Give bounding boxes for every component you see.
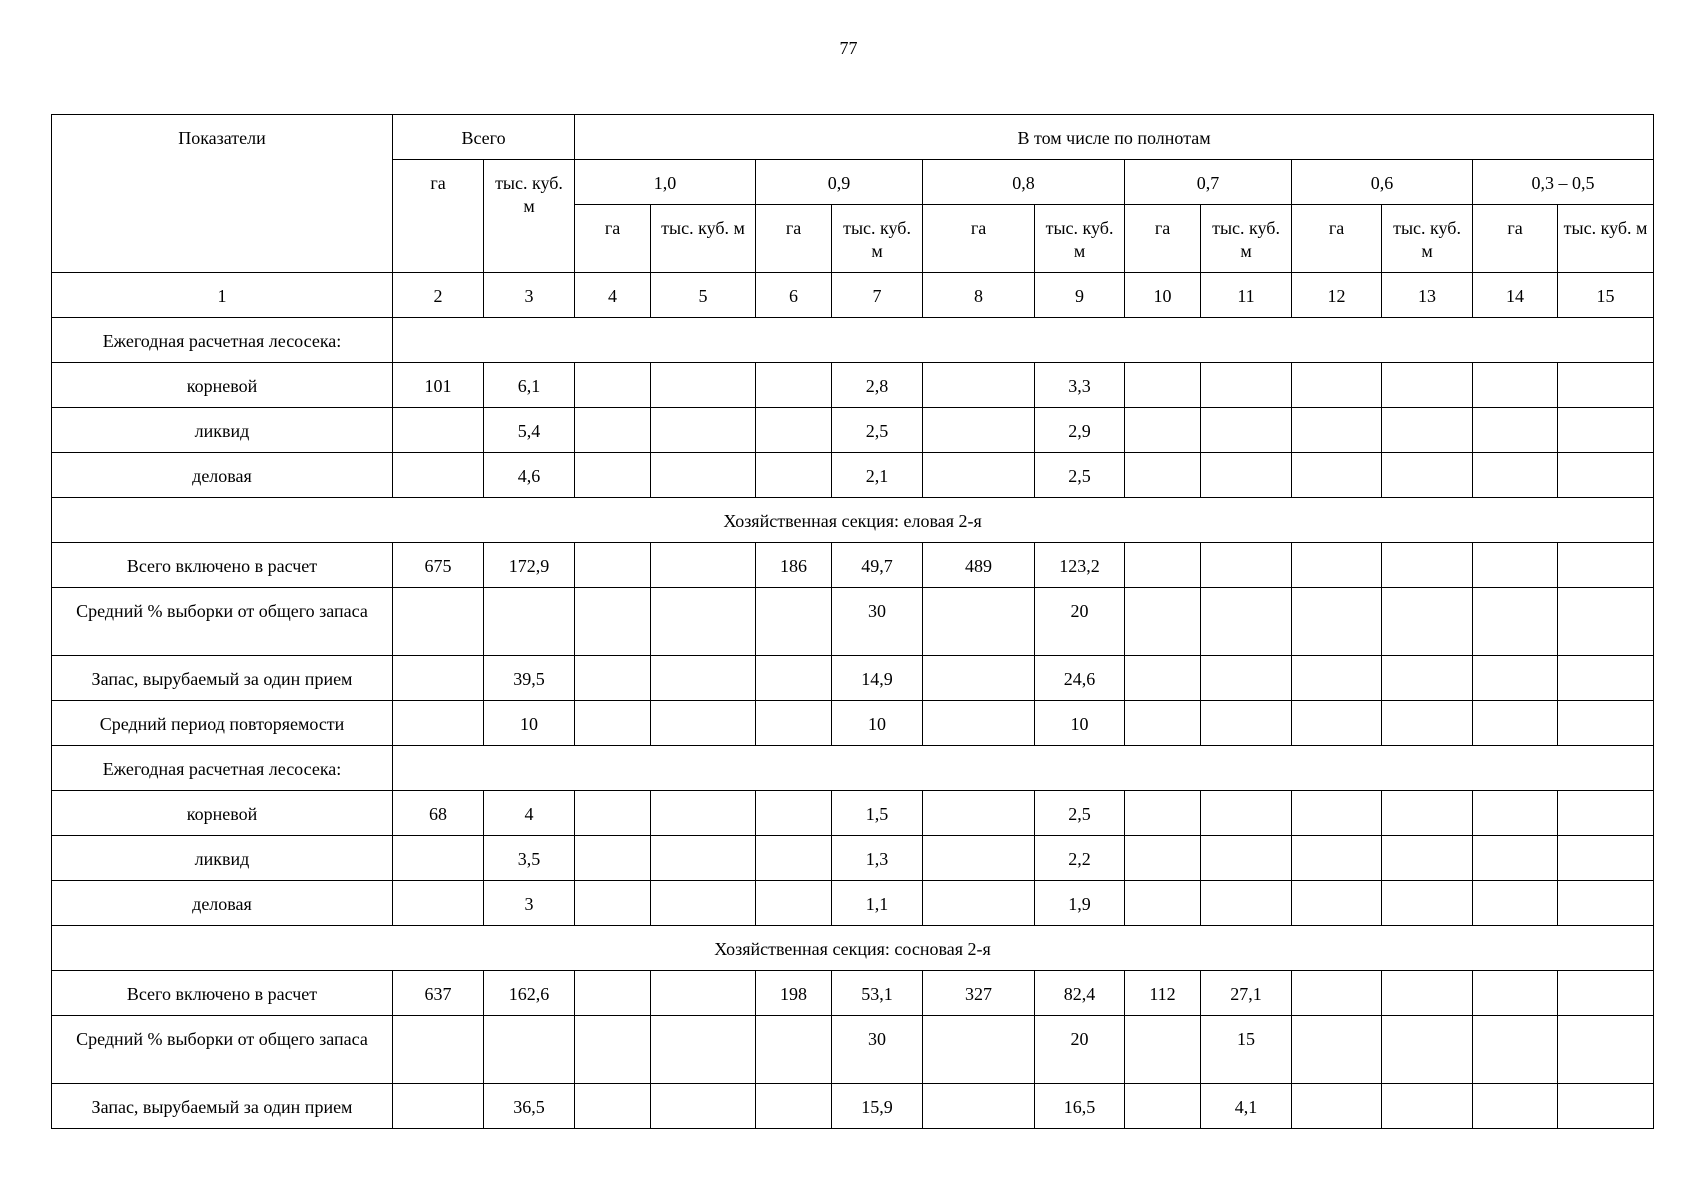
column-number: 3 [484,273,575,318]
table-cell: 2,2 [1035,836,1125,881]
section-row [52,498,1654,543]
table-cell [923,836,1035,881]
section-title: Хозяйственная секция: еловая 2-я [52,498,1654,543]
table-cell [1382,656,1473,701]
header-density-4: 0,7 [1125,160,1292,205]
table-cell [756,363,832,408]
table-cell [1558,791,1654,836]
table-cell [1201,363,1292,408]
section-title: Хозяйственная секция: сосновая 2-я [52,926,1654,971]
column-number: 15 [1558,273,1654,318]
table-cell [1292,656,1382,701]
table-cell [1125,453,1201,498]
table-cell [1558,363,1654,408]
table-cell [1125,881,1201,926]
header-volume: тыс. куб. м [1201,205,1292,273]
table-cell [1201,656,1292,701]
table-cell [1292,701,1382,746]
table-cell [1201,408,1292,453]
table-row [52,1016,1654,1084]
table-cell: 198 [756,971,832,1016]
table-cell [1473,836,1558,881]
table-cell: 20 [1035,588,1125,656]
table-cell [1125,543,1201,588]
row-label: деловая [52,881,393,926]
column-number: 7 [832,273,923,318]
table-cell [1473,1084,1558,1129]
header-density-6: 0,3 – 0,5 [1473,160,1654,205]
table-cell: 30 [832,588,923,656]
table-cell [756,408,832,453]
table-cell [1473,453,1558,498]
table-cell [923,1084,1035,1129]
column-number: 9 [1035,273,1125,318]
table-row [52,701,1654,746]
row-label: деловая [52,453,393,498]
table-cell [575,791,651,836]
table-cell: 4,1 [1201,1084,1292,1129]
table-cell [575,543,651,588]
table-cell [1292,453,1382,498]
table-cell [756,701,832,746]
table-cell: 112 [1125,971,1201,1016]
table-cell [1125,363,1201,408]
table-cell [1558,543,1654,588]
header-ha: га [1473,205,1558,273]
table-cell [651,408,756,453]
header-density-3: 0,8 [923,160,1125,205]
table-cell [923,656,1035,701]
table-cell: 14,9 [832,656,923,701]
header-total-volume: тыс. куб. м [484,160,575,273]
table-cell [575,881,651,926]
table-cell: 15,9 [832,1084,923,1129]
table-cell [1292,971,1382,1016]
table-cell [393,408,484,453]
table-cell [1125,408,1201,453]
row-label: Всего включено в расчет [52,971,393,1016]
table-cell: 16,5 [1035,1084,1125,1129]
table-cell [393,588,484,656]
table-cell [923,1016,1035,1084]
table-cell: 637 [393,971,484,1016]
table-cell [651,836,756,881]
column-number: 8 [923,273,1035,318]
table-cell: 2,5 [1035,453,1125,498]
table-cell [1292,588,1382,656]
table-cell: 27,1 [1201,971,1292,1016]
table-cell [756,588,832,656]
table-cell: 82,4 [1035,971,1125,1016]
table-cell [1382,836,1473,881]
table-cell [1473,971,1558,1016]
table-cell: 49,7 [832,543,923,588]
table-cell [651,971,756,1016]
table-cell [1292,791,1382,836]
column-number: 5 [651,273,756,318]
table-cell [1558,971,1654,1016]
table-row [52,656,1654,701]
table-cell [1382,1016,1473,1084]
table-cell [1292,836,1382,881]
header-ha: га [756,205,832,273]
header-by-density: В том числе по полнотам [575,115,1654,160]
table-cell [1473,791,1558,836]
header-total: Всего [393,115,575,160]
row-label: Всего включено в расчет [52,543,393,588]
table-cell [575,1016,651,1084]
header-ha: га [923,205,1035,273]
table-cell [1382,408,1473,453]
table-cell [651,1016,756,1084]
table-cell [756,1016,832,1084]
table-cell [923,881,1035,926]
table-cell [1292,408,1382,453]
column-numbers-row [52,273,1654,318]
table-cell [1125,836,1201,881]
header-density-5: 0,6 [1292,160,1473,205]
table-cell [651,453,756,498]
table-cell [1558,1016,1654,1084]
table-cell: 675 [393,543,484,588]
table-cell: 1,1 [832,881,923,926]
table-cell [923,453,1035,498]
header-density-2: 0,9 [756,160,923,205]
header-volume: тыс. куб. м [1382,205,1473,273]
header-ha: га [1292,205,1382,273]
header-volume: тыс. куб. м [832,205,923,273]
table-cell: 10 [1035,701,1125,746]
table-cell [575,701,651,746]
page-number: 77 [839,38,858,58]
table-cell: 36,5 [484,1084,575,1129]
table-cell [651,543,756,588]
table-cell [1201,543,1292,588]
table-cell [575,971,651,1016]
table-cell [1473,543,1558,588]
table-cell: 1,5 [832,791,923,836]
table-cell [1201,588,1292,656]
column-number: 4 [575,273,651,318]
table-cell [651,701,756,746]
table-cell: 4,6 [484,453,575,498]
table-cell [1382,791,1473,836]
column-number: 13 [1382,273,1473,318]
group-empty-cell [393,746,1654,791]
table-row [52,543,1654,588]
row-label: корневой [52,791,393,836]
table-cell [1558,881,1654,926]
header-density-1: 1,0 [575,160,756,205]
table-row [52,363,1654,408]
table-cell [1201,791,1292,836]
table-row [52,453,1654,498]
table-cell: 10 [832,701,923,746]
header-volume: тыс. куб. м [651,205,756,273]
table-cell [1125,1084,1201,1129]
table-cell [393,1016,484,1084]
table-cell: 186 [756,543,832,588]
table-cell [1473,408,1558,453]
column-number: 1 [52,273,393,318]
table-cell: 101 [393,363,484,408]
table-cell [575,588,651,656]
table-cell [1558,836,1654,881]
header-ha: га [1125,205,1201,273]
table-cell [1558,588,1654,656]
column-number: 11 [1201,273,1292,318]
table-cell: 123,2 [1035,543,1125,588]
table-cell [1125,656,1201,701]
group-label: Ежегодная расчетная лесосека: [52,318,393,363]
group-empty-cell [393,318,1654,363]
table-cell [1292,1084,1382,1129]
table-cell [1558,408,1654,453]
table-cell [1473,1016,1558,1084]
table-cell [651,656,756,701]
table-cell: 489 [923,543,1035,588]
table-cell [756,656,832,701]
table-cell [393,1084,484,1129]
column-number: 12 [1292,273,1382,318]
table-cell [484,1016,575,1084]
table-cell [756,836,832,881]
table-cell [1473,656,1558,701]
table-cell [1382,881,1473,926]
table-cell [1201,701,1292,746]
table-cell [756,791,832,836]
table-cell [1201,453,1292,498]
column-number: 14 [1473,273,1558,318]
column-number: 6 [756,273,832,318]
table-cell [575,836,651,881]
header-row-1 [52,115,1654,160]
table-cell [1382,453,1473,498]
table-cell: 2,5 [832,408,923,453]
table-cell [1473,701,1558,746]
table-cell [393,453,484,498]
group-row [52,746,1654,791]
table-row [52,1084,1654,1129]
table-cell: 1,9 [1035,881,1125,926]
table-cell [1292,881,1382,926]
table-cell [1473,588,1558,656]
header-ha: га [575,205,651,273]
row-label: Средний % выборки от общего запаса [52,588,393,656]
table-cell: 1,3 [832,836,923,881]
table-cell [393,836,484,881]
table-cell: 53,1 [832,971,923,1016]
table-cell: 3,3 [1035,363,1125,408]
table-cell: 2,5 [1035,791,1125,836]
table-cell [575,363,651,408]
table-cell: 162,6 [484,971,575,1016]
group-label: Ежегодная расчетная лесосека: [52,746,393,791]
table-row [52,588,1654,656]
table-cell [756,453,832,498]
table-cell [1125,791,1201,836]
header-total-ha: га [393,160,484,273]
table-cell [651,1084,756,1129]
table-cell [1473,363,1558,408]
table-cell [1125,701,1201,746]
table-cell [575,408,651,453]
table-cell: 15 [1201,1016,1292,1084]
row-label: ликвид [52,408,393,453]
row-label: корневой [52,363,393,408]
table-cell [651,881,756,926]
table-cell [923,791,1035,836]
table-cell [1382,588,1473,656]
table-cell: 30 [832,1016,923,1084]
table-row [52,408,1654,453]
table-cell [1125,588,1201,656]
table-cell: 327 [923,971,1035,1016]
table-cell [756,881,832,926]
table-cell [1558,701,1654,746]
table-cell [1292,543,1382,588]
table-cell [1292,363,1382,408]
table-cell: 2,8 [832,363,923,408]
column-number: 10 [1125,273,1201,318]
table-cell [1558,1084,1654,1129]
table-cell [923,701,1035,746]
table-row [52,971,1654,1016]
table-cell [923,588,1035,656]
table-cell [575,1084,651,1129]
group-row [52,318,1654,363]
table-cell [1382,543,1473,588]
table-cell [756,1084,832,1129]
table-cell: 2,1 [832,453,923,498]
table-cell [1473,881,1558,926]
table-cell [923,408,1035,453]
table-cell: 3 [484,881,575,926]
table-cell [1201,836,1292,881]
table-cell [1382,701,1473,746]
table-cell [651,791,756,836]
table-cell: 24,6 [1035,656,1125,701]
table-cell: 172,9 [484,543,575,588]
header-indicators: Показатели [52,115,393,273]
row-label: Средний % выборки от общего запаса [52,1016,393,1084]
row-label: Запас, вырубаемый за один прием [52,656,393,701]
table-cell: 39,5 [484,656,575,701]
table-cell [651,588,756,656]
table-row [52,791,1654,836]
column-number: 2 [393,273,484,318]
forest-cutting-table [51,114,1654,1129]
table-cell [1292,1016,1382,1084]
table-cell: 5,4 [484,408,575,453]
table-cell [923,363,1035,408]
table-cell: 3,5 [484,836,575,881]
row-label: Средний период повторяемости [52,701,393,746]
table-cell [393,881,484,926]
table-cell [575,453,651,498]
header-volume: тыс. куб. м [1558,205,1654,273]
table-cell: 2,9 [1035,408,1125,453]
table-cell [1382,1084,1473,1129]
header-volume: тыс. куб. м [1035,205,1125,273]
table-cell: 20 [1035,1016,1125,1084]
table-cell [1382,363,1473,408]
table-cell [1201,881,1292,926]
table-cell [1558,656,1654,701]
table-cell: 6,1 [484,363,575,408]
table-cell [1558,453,1654,498]
table-cell [393,701,484,746]
table-cell [651,363,756,408]
table-cell [484,588,575,656]
table-row [52,836,1654,881]
table-cell [393,656,484,701]
table-cell [1125,1016,1201,1084]
row-label: ликвид [52,836,393,881]
section-row [52,926,1654,971]
table-cell [575,656,651,701]
table-cell: 4 [484,791,575,836]
table-cell [1382,971,1473,1016]
table-row [52,881,1654,926]
table-cell: 10 [484,701,575,746]
row-label: Запас, вырубаемый за один прием [52,1084,393,1129]
table-cell: 68 [393,791,484,836]
